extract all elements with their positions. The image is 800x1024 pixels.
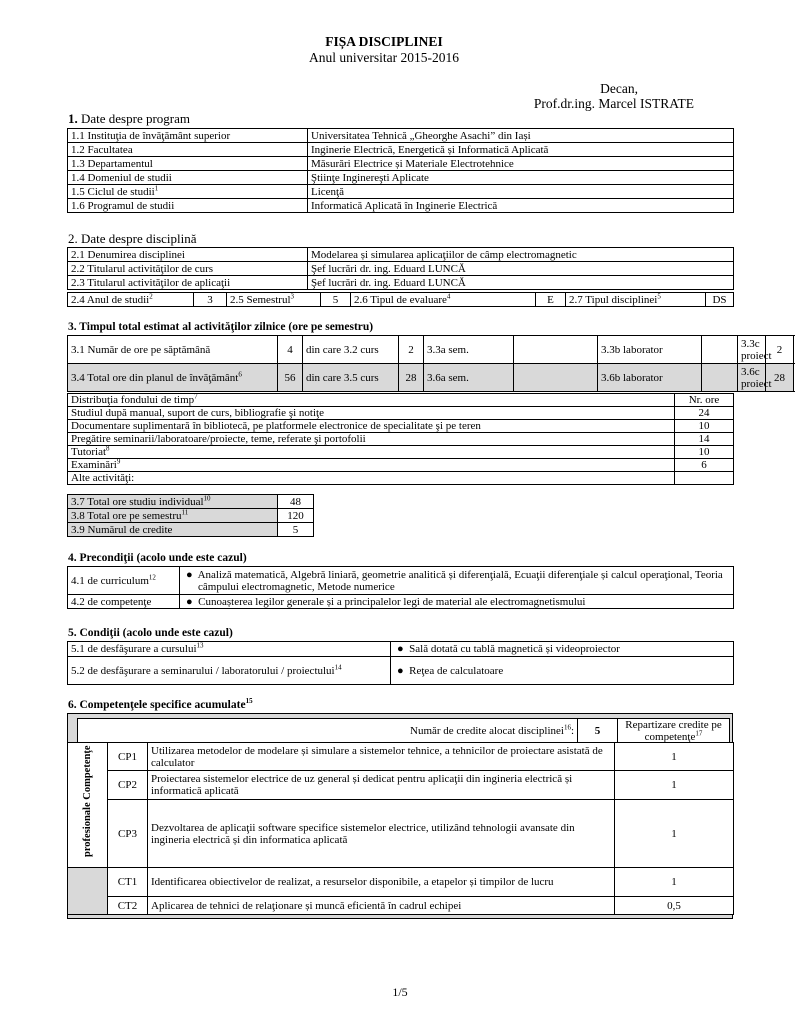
- table-row: 3.8 Total ore pe semestru$^{11}$ 120: [68, 509, 314, 523]
- table-row: 3.4 Total ore din planul de învăţământ$^6$ 56 din care 3.5 curs 28 3.6a sem. 3.6b laborator 3.6c proiect 28: [68, 364, 794, 392]
- table-row: Distribuţia fondului de timp$^7$ Nr. ore: [68, 394, 734, 407]
- table-row: 3.9 Numărul de credite 5: [68, 523, 314, 537]
- bullet-icon: ●: [397, 643, 404, 655]
- table-row: 5.1 de desfăşurare a cursului$^{13}$ ● Sală dotată cu tablă magnetică și videoproiector: [68, 642, 734, 657]
- table-row: Pregătire seminarii/laboratoare/proiecte, teme, referate şi portofolii 14: [68, 433, 734, 446]
- decan-name: Prof.dr.ing. Marcel ISTRATE: [533, 96, 694, 111]
- table-row: 5.2 de desfăşurare a seminarului / laboratorului / proiectului$^{14}$ ● Reţea de calculatoare: [68, 657, 734, 685]
- table-row: 1.3 Departamentul Măsurări Electrice și Materiale Electrotehnice: [68, 157, 734, 171]
- credits-header: [77, 718, 730, 744]
- table-row: Alte activităţi:: [68, 472, 734, 485]
- conditions-table: [67, 641, 734, 685]
- bullet-icon: ●: [186, 595, 193, 608]
- table-row: CT1 Identificarea obiectivelor de realizat, a resurselor disponibile, a etapelor și timpilor de lucru 1: [68, 868, 734, 897]
- discipline-meta-row: [67, 292, 734, 307]
- table-row: 4.1 de curriculum$^{12}$ ● Analiză matematică, Algebră liniară, geometrie analitică și diferenţială, Ecuaţii diferenţiale și calcul operaţional, Teoria câmpului electromagnetic, Metode numerice: [68, 567, 734, 595]
- preconditions-table: [67, 566, 734, 609]
- table-row: profesionale Competenţe CP1 Utilizarea metodelor de modelare și simulare a sistemelor tehnice, a tehnicilor de proiectare asistată de calculator 1: [68, 743, 734, 771]
- doc-title: FIȘA DISCIPLINEI: [325, 34, 443, 49]
- table-row: 1.5 Ciclul de studii$^1$ Licenţă: [68, 185, 734, 199]
- table-row: CP3 Dezvoltarea de aplicaţii software specifice sistemelor electrice, utilizând tehnologii avansate din ingineria electrică și din informatica aplicată 1: [68, 800, 734, 868]
- credit-value: 5: [578, 719, 618, 744]
- table-row: Documentare suplimentară în bibliotecă, pe platformele electronice de specialitate şi pe teren 10: [68, 420, 734, 433]
- academic-year: Anul universitar 2015-2016: [309, 50, 459, 65]
- competences-table: [67, 742, 734, 915]
- table-row: 2.4 Anul de studii$^2$ 3 2.5 Semestrul$^3$ 5 2.6 Tipul de evaluare$^4$ E 2.7 Tipul disciplinei$^5$ DS: [68, 293, 734, 307]
- discipline-table: [67, 247, 734, 290]
- table-row: 4.2 de competenţe ● Cunoașterea legilor generale și a principalelor legi de material ale electromagnetismului: [68, 595, 734, 609]
- bullet-icon: ●: [397, 664, 404, 677]
- table-row: Examinări$^9$ 6: [68, 459, 734, 472]
- table-row: 2.2 Titularul activităţilor de curs Şef lucrări dr. ing. Eduard LUNCĂ: [68, 262, 734, 276]
- table-row: 1.1 Instituţia de învăţământ superior Universitatea Tehnică „Gheorghe Asachi” din Iași: [68, 129, 734, 143]
- table-row: CT2 Aplicarea de tehnici de relaţionare și muncă eficientă în cadrul echipei 0,5: [68, 897, 734, 915]
- table-row: Număr de credite alocat disciplinei$^{16}$: 5 Repartizare credite pe competenţe$^{17}$: [78, 719, 730, 744]
- table-row: 2.3 Titularul activităţilor de aplicaţii Şef lucrări dr. ing. Eduard LUNCĂ: [68, 276, 734, 290]
- time-distribution-table: [67, 393, 734, 485]
- vertical-label-cell: [68, 743, 108, 868]
- page-number: 1/5: [392, 985, 408, 999]
- section-2-title: 2. Date despre disciplină: [68, 231, 197, 246]
- table-row: Tutoriat$^8$ 10: [68, 446, 734, 459]
- time-totals-table: [67, 494, 314, 537]
- table-row: 1.2 Facultatea Inginerie Electrică, Energetică și Informatică Aplicată: [68, 143, 734, 157]
- table-row: 2.1 Denumirea disciplinei Modelarea și simularea aplicaţiilor de câmp electromagnetic: [68, 248, 734, 262]
- table-row: Studiul după manual, suport de curs, bibliografie şi notiţe 24: [68, 407, 734, 420]
- section-6-title: 6. Competenţele specifice acumulate$^{15}$: [68, 697, 253, 711]
- time-table: [67, 335, 794, 392]
- section-5-title: 5. Condiţii (acolo unde este cazul): [68, 627, 233, 639]
- section-4-title: 4. Precondiţii (acolo unde este cazul): [68, 552, 247, 564]
- bullet-icon: ●: [186, 568, 193, 581]
- table-row: 1.4 Domeniul de studii Ştiinţe Inginereşti Aplicate: [68, 171, 734, 185]
- section-3-title: 3. Timpul total estimat al activităţilor zilnice (ore pe semestru): [68, 321, 374, 333]
- table-row: CP2 Proiectarea sistemelor electrice de uz general și dedicat pentru aplicaţii din ingineria electrică și informatică aplicată 1: [68, 771, 734, 800]
- decan-label: Decan,: [600, 81, 638, 96]
- table-row: 3.1 Număr de ore pe săptămână 4 din care 3.2 curs 2 3.3a sem. 3.3b laborator 3.3c proiect 2: [68, 336, 794, 364]
- vertical-label: profesionale Competenţe: [82, 745, 93, 857]
- table-row: 3.7 Total ore studiu individual$^{10}$ 48: [68, 495, 314, 509]
- table-row: 1.6 Programul de studii Informatică Aplicată în Inginerie Electrică: [68, 199, 734, 213]
- section-1-title: 1. Date despre program: [68, 111, 191, 126]
- program-table: [67, 128, 734, 213]
